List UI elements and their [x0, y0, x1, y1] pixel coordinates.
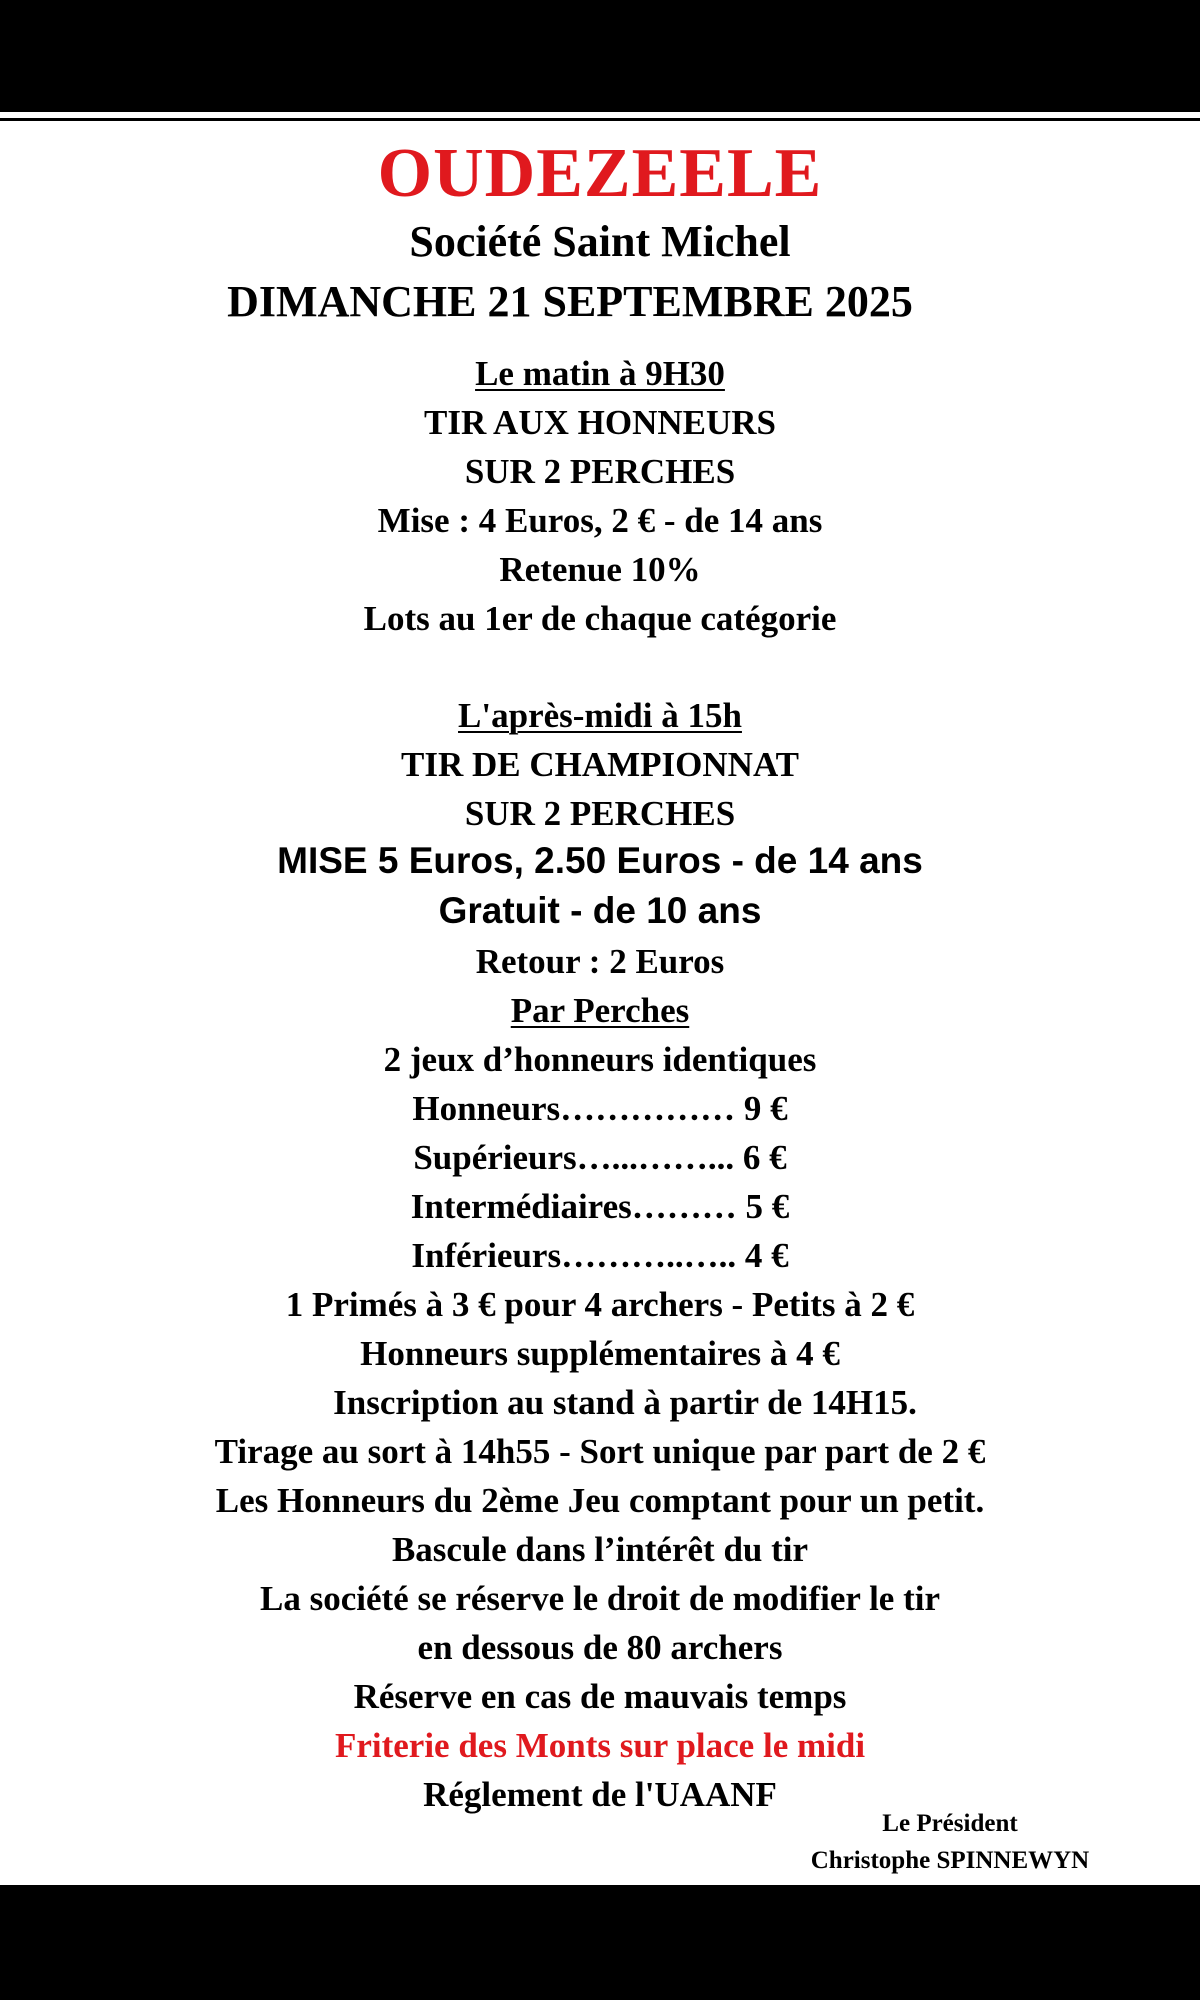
signature-name: Christophe SPINNEWYN: [810, 1847, 1090, 1874]
friterie-note: Friterie des Monts sur place le midi: [334, 1726, 866, 1765]
par-perches-heading: Par Perches: [510, 991, 690, 1030]
detail-primes: 1 Primés à 3 € pour 4 archers - Petits à 2 €: [285, 1285, 915, 1324]
afternoon-retour: Retour : 2 Euros: [475, 942, 725, 981]
detail-80-archers: en dessous de 80 archers: [417, 1628, 783, 1667]
bottom-black-bar: [0, 1885, 1200, 2000]
prize-superieurs: Supérieurs…...……... 6 €: [413, 1138, 787, 1177]
morning-heading: Le matin à 9H30: [475, 354, 725, 393]
top-black-bar: [0, 0, 1200, 112]
morning-mise: Mise : 4 Euros, 2 € - de 14 ans: [377, 501, 823, 540]
poster: [0, 112, 1200, 1885]
town-title: OUDEZEELE: [377, 135, 823, 212]
reglement: Réglement de l'UAANF: [423, 1775, 777, 1814]
society-name: Société Saint Michel: [409, 217, 791, 266]
signature-role: Le Président: [882, 1810, 1018, 1837]
morning-retenue: Retenue 10%: [499, 550, 701, 589]
prize-inferieurs: Inférieurs………..….. 4 €: [411, 1236, 789, 1275]
detail-bascule: Bascule dans l’intérêt du tir: [391, 1530, 809, 1569]
jeux-identiques: 2 jeux d’honneurs identiques: [383, 1040, 817, 1079]
detail-mauvais-temps: Réserve en cas de mauvais temps: [353, 1677, 847, 1716]
afternoon-perches: SUR 2 PERCHES: [464, 794, 736, 833]
detail-honneurs-2eme: Les Honneurs du 2ème Jeu comptant pour un petit.: [215, 1481, 985, 1520]
afternoon-heading: L'après-midi à 15h: [458, 696, 742, 735]
afternoon-gratuit: Gratuit - de 10 ans: [438, 890, 762, 931]
detail-inscription: Inscription au stand à partir de 14H15.: [333, 1383, 917, 1422]
morning-perches: SUR 2 PERCHES: [464, 452, 736, 491]
detail-tirage: Tirage au sort à 14h55 - Sort unique par part de 2 €: [214, 1432, 986, 1471]
prize-intermediaires: Intermédiaires……… 5 €: [410, 1187, 790, 1226]
afternoon-title: TIR DE CHAMPIONNAT: [401, 745, 799, 784]
morning-title: TIR AUX HONNEURS: [424, 403, 776, 442]
prize-honneurs: Honneurs…………… 9 €: [412, 1089, 788, 1128]
detail-reserve-droit: La société se réserve le droit de modifier le tir: [260, 1579, 940, 1618]
detail-honneurs-supp: Honneurs supplémentaires à 4 €: [360, 1334, 840, 1373]
morning-lots: Lots au 1er de chaque catégorie: [363, 599, 837, 638]
top-rule: [0, 118, 1200, 121]
event-date: DIMANCHE 21 SEPTEMBRE 2025: [227, 277, 913, 326]
afternoon-mise: MISE 5 Euros, 2.50 Euros - de 14 ans: [277, 840, 923, 881]
